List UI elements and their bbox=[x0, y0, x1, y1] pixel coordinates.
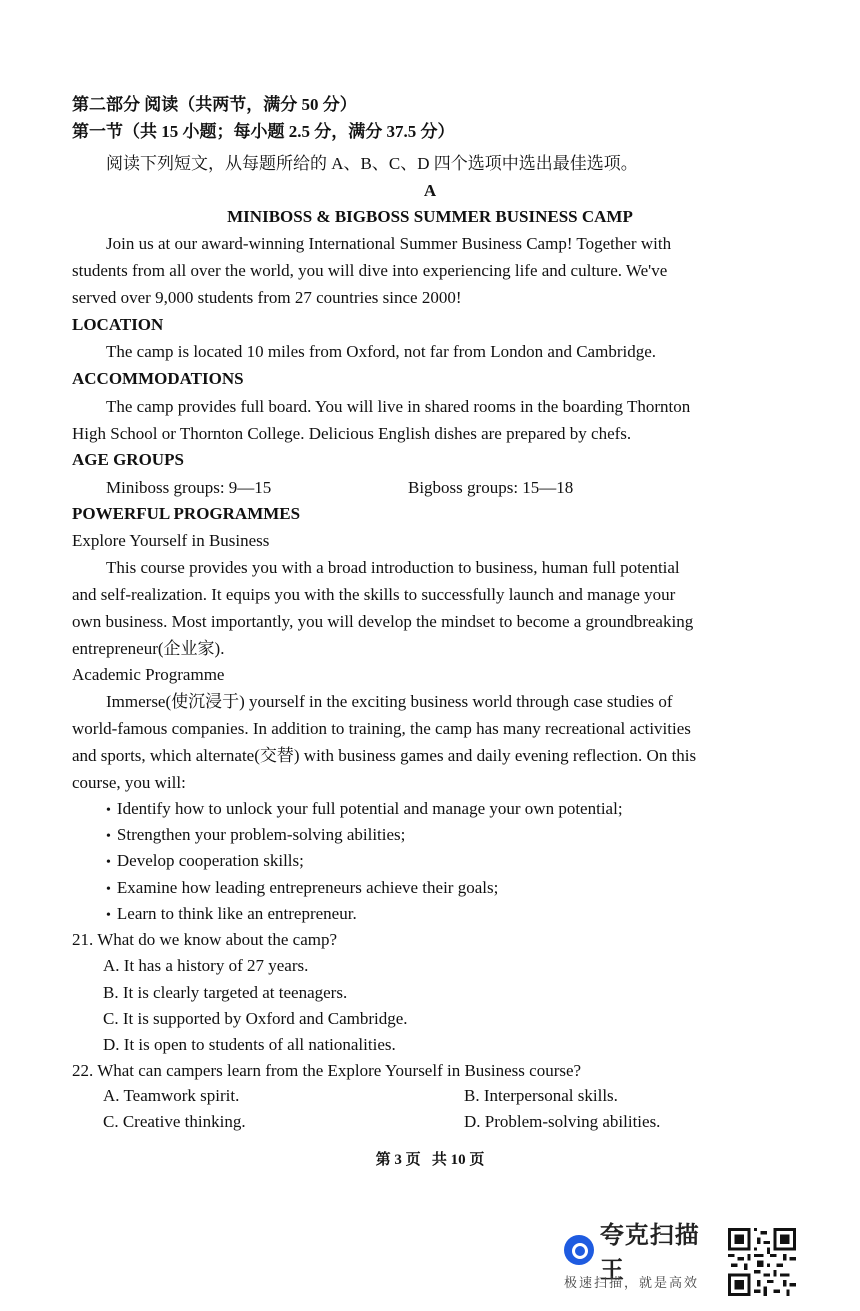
instruction: 阅读下列短文，从每题所给的 A、B、C、D 四个选项中选出最佳选项。 bbox=[106, 154, 638, 173]
academic-line: course, you will: bbox=[72, 773, 186, 792]
bullet-item: • Identify how to unlock your full potential and manage your own potential; bbox=[106, 798, 623, 822]
question-option: A. Teamwork spirit. bbox=[103, 1086, 240, 1105]
age-miniboss: Miniboss groups: 9—15 bbox=[106, 478, 272, 497]
part-title: 第二部分 阅读（共两节，满分 50 分） bbox=[72, 95, 357, 114]
explore-line: This course provides you with a broad introduction to business, human full potential bbox=[106, 558, 680, 577]
academic-line: and sports, which alternate(交替) with business games and daily evening reflection. On this bbox=[72, 746, 697, 765]
question-option: D. Problem-solving abilities. bbox=[464, 1112, 661, 1131]
bullet-item: • Strengthen your problem-solving abilities; bbox=[106, 824, 405, 848]
academic-line: world-famous companies. In addition to training, the camp has many recreational activities bbox=[72, 719, 691, 738]
explore-heading: Explore Yourself in Business bbox=[72, 531, 270, 550]
page-number: 第 3 页 共 10 页 bbox=[375, 1152, 485, 1168]
explore-line: own business. Most importantly, you will develop the mindset to become a groundbreaking bbox=[72, 612, 694, 631]
qr-code-icon bbox=[728, 1228, 796, 1296]
explore-line: and self-realization. It equips you with the skills to successfully launch and manage your bbox=[72, 585, 676, 604]
question-stem: 22. What can campers learn from the Explore Yourself in Business course? bbox=[72, 1061, 582, 1080]
question-option: A. It has a history of 27 years. bbox=[103, 956, 309, 975]
question-option: D. It is open to students of all nationalities. bbox=[103, 1035, 396, 1054]
bullet-item: • Examine how leading entrepreneurs achieve their goals; bbox=[106, 877, 498, 901]
scanner-slogan: 极速扫描，就是高效 bbox=[564, 1276, 700, 1291]
question-option: B. It is clearly targeted at teenagers. bbox=[103, 983, 348, 1002]
intro-line: served over 9,000 students from 27 countries since 2000! bbox=[72, 288, 462, 307]
scanner-watermark bbox=[564, 1221, 724, 1296]
explore-line: entrepreneur(企业家). bbox=[72, 639, 225, 658]
location-heading: LOCATION bbox=[72, 315, 164, 334]
accommodations-heading: ACCOMMODATIONS bbox=[72, 369, 244, 388]
intro-line: students from all over the world, you will dive into experiencing life and culture. We've bbox=[72, 261, 668, 280]
passage-letter: A bbox=[423, 181, 437, 200]
question-option: C. It is supported by Oxford and Cambridge. bbox=[103, 1009, 408, 1028]
bullet-item: • Develop cooperation skills; bbox=[106, 850, 304, 874]
question-stem: 21. What do we know about the camp? bbox=[72, 930, 338, 949]
scanner-brand: 夸克扫描王 bbox=[599, 1221, 700, 1284]
academic-heading: Academic Programme bbox=[72, 665, 225, 684]
age-heading: AGE GROUPS bbox=[72, 450, 184, 469]
quark-logo-icon bbox=[564, 1235, 594, 1265]
accommodations-line: The camp provides full board. You will live in shared rooms in the boarding Thornton bbox=[106, 397, 691, 416]
intro-line: Join us at our award-winning International Summer Business Camp! Together with bbox=[106, 234, 672, 253]
question-option: B. Interpersonal skills. bbox=[464, 1086, 618, 1105]
accommodations-line: High School or Thornton College. Delicious English dishes are prepared by chefs. bbox=[72, 424, 632, 443]
location-text: The camp is located 10 miles from Oxford, not far from London and Cambridge. bbox=[106, 342, 656, 361]
section-title: 第一节（共 15 小题；每小题 2.5 分，满分 37.5 分） bbox=[72, 122, 455, 141]
programmes-heading: POWERFUL PROGRAMMES bbox=[72, 504, 301, 523]
question-option: C. Creative thinking. bbox=[103, 1112, 246, 1131]
passage-title: MINIBOSS & BIGBOSS SUMMER BUSINESS CAMP bbox=[227, 207, 633, 226]
academic-line: Immerse(使沉浸于) yourself in the exciting business world through case studies of bbox=[106, 692, 673, 711]
age-bigboss: Bigboss groups: 15—18 bbox=[408, 478, 574, 497]
bullet-item: • Learn to think like an entrepreneur. bbox=[106, 903, 357, 927]
